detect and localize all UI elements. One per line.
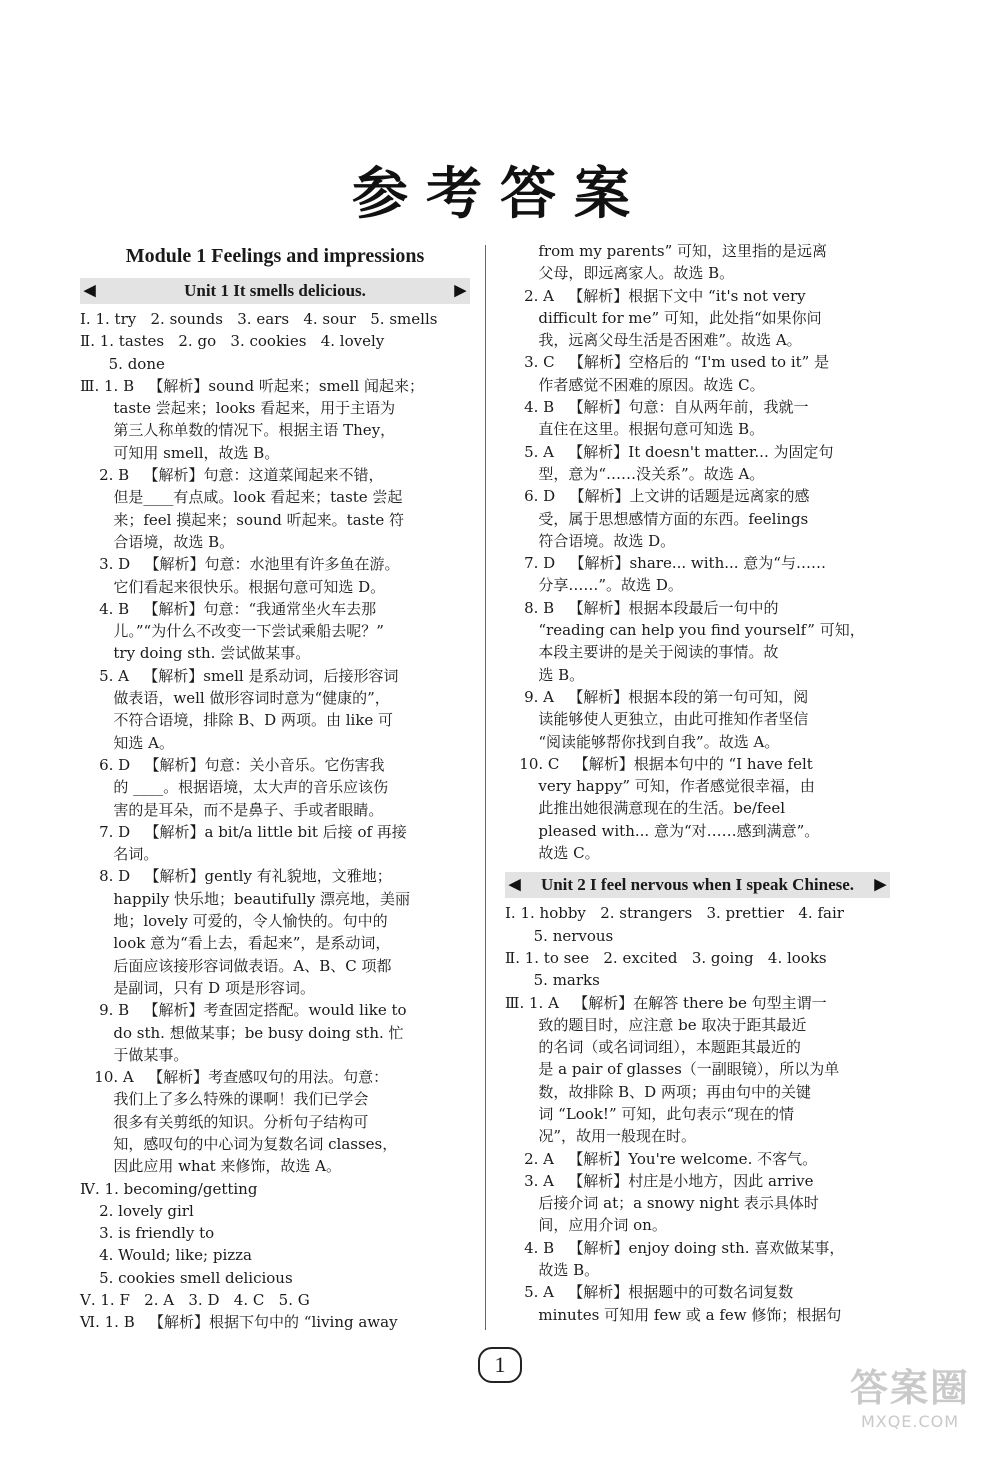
answer-line: 的名词（或名词词组），本题距其最近的: [505, 1038, 801, 1057]
answer-line: 选 B。: [505, 665, 585, 684]
answer-line: 儿。”“为什么不改变一下尝试乘船去呢？”: [80, 622, 384, 641]
answer-line: 3. A 【解析】村庄是小地方，因此 arrive: [505, 1171, 814, 1190]
answer-line: 6. D 【解析】句意：关小音乐。它伤害我: [80, 755, 385, 774]
answer-line: 可知用 smell，故选 B。: [80, 443, 280, 462]
answer-line: 致的题目时，应注意 be 取决于距其最近: [505, 1015, 807, 1034]
watermark-text: 答案圈: [849, 1366, 970, 1410]
answer-line: “reading can help you find yourself” 可知，: [505, 621, 865, 640]
answer-line: Ⅵ. 1. B 【解析】根据下句中的 “living away: [80, 1313, 398, 1332]
answer-line: 4. Would; like; pizza: [80, 1246, 252, 1265]
answer-line: 9. A 【解析】根据本段的第一句可知，阅: [505, 687, 809, 706]
answer-line: 2. B 【解析】句意：这道菜闻起来不错，: [80, 466, 384, 485]
answer-line: Ⅱ. 1. to see 2. excited 3. going 4. looks: [505, 948, 827, 967]
unit1-banner: [80, 278, 470, 304]
answer-line: 因此应用 what 来修饰，故选 A。: [80, 1157, 341, 1176]
answer-line: happily 快乐地；beautifully 漂亮地，美丽: [80, 889, 410, 908]
answer-line: 本段主要讲的是关于阅读的事情。故: [505, 643, 779, 662]
answer-line: 数，故排除 B、D 两项；再由句中的关键: [505, 1082, 811, 1101]
answer-line: 7. D 【解析】a bit/a little bit 后接 of 再接: [80, 822, 407, 841]
answer-line: try doing sth. 尝试做某事。: [80, 644, 311, 663]
answer-line: 5. cookies smell delicious: [80, 1268, 293, 1287]
answer-line: 故选 C。: [505, 844, 600, 863]
left-arrow-icon: ◀: [84, 282, 96, 299]
answer-line: 后接介词 at；a snowy night 表示具体时: [505, 1194, 819, 1213]
answer-line: 5. nervous: [505, 926, 614, 945]
answer-line: 9. B 【解析】考查固定搭配。would like to: [80, 1001, 407, 1020]
column-divider: [485, 245, 486, 1330]
answer-line: 8. D 【解析】gently 有礼貌地，文雅地；: [80, 867, 392, 886]
answer-line: 4. B 【解析】enjoy doing sth. 喜欢做某事，: [505, 1238, 845, 1257]
answer-line: 2. lovely girl: [80, 1201, 194, 1220]
answer-line: 我，远离父母生活是否困难”。故选 A。: [505, 331, 802, 350]
watermark-logo: [840, 1357, 980, 1447]
module-heading: Module 1 Feelings and impressions: [125, 245, 425, 267]
answer-line: 2. A 【解析】You're welcome. 不客气。: [505, 1149, 818, 1168]
answer-line: 3. D 【解析】句意：水池里有许多鱼在游。: [80, 555, 400, 574]
page-number: 1: [478, 1347, 522, 1383]
answer-line: 第三人称单数的情况下。根据主语 They，: [80, 421, 396, 440]
answer-line: Ⅱ. 1. tastes 2. go 3. cookies 4. lovely: [80, 332, 385, 351]
answer-line: 3. is friendly to: [80, 1224, 215, 1243]
answer-line: Ⅳ. 1. becoming/getting: [80, 1179, 258, 1198]
answer-line: 间，应用介词 on。: [505, 1216, 667, 1235]
answer-line: 很多有关剪纸的知识。分析句子结构可: [80, 1112, 369, 1131]
answer-line: 此推出她很满意现在的生活。be/feel: [505, 799, 786, 818]
answer-line: 读能够使人更独立，由此可推知作者坚信: [505, 710, 809, 729]
answer-line: 来；feel 摸起来；sound 听起来。taste 符: [80, 510, 405, 529]
answer-line: 7. D 【解析】share... with... 意为“与……: [505, 554, 826, 573]
answer-line: 知选 A。: [80, 733, 174, 752]
left-arrow-icon: ◀: [509, 877, 521, 894]
answer-line: 况”，故用一般现在时。: [505, 1127, 697, 1146]
answer-line: 5. done: [80, 354, 165, 373]
answer-line: “阅读能够帮你找到自我”。故选 A。: [505, 732, 780, 751]
answer-line: 父母，即远离家人。故选 B。: [505, 264, 735, 283]
answer-line: Ⅰ. 1. hobby 2. strangers 3. prettier 4. fair: [505, 904, 844, 923]
answer-line: look 意为“看上去，看起来”，是系动词，: [80, 934, 391, 953]
answer-line: minutes 可知用 few 或 a few 修饰；根据句: [505, 1305, 842, 1324]
answer-line: 是副词，只有 D 项是形容词。: [80, 978, 315, 997]
answer-line: 是 a pair of glasses（一副眼镜），所以为单: [505, 1060, 840, 1079]
unit1-title: Unit 1 It smells delicious.: [184, 280, 366, 300]
answer-line: Ⅴ. 1. F 2. A 3. D 4. C 5. G: [80, 1291, 310, 1310]
answer-line: 地；lovely 可爱的，令人愉快的。句中的: [80, 912, 388, 931]
answer-line: do sth. 想做某事；be busy doing sth. 忙: [80, 1023, 404, 1042]
unit1-answers-continued: [505, 240, 890, 864]
answer-line: Ⅲ. 1. B 【解析】sound 听起来；smell 闻起来；: [80, 376, 424, 395]
answer-line: 型，意为“……没关系”。故选 A。: [505, 464, 765, 483]
answer-line: 名词。: [80, 845, 159, 864]
answer-line: 5. marks: [505, 971, 600, 990]
answer-line: 5. A 【解析】根据题中的可数名词复数: [505, 1283, 794, 1302]
right-arrow-icon: ▶: [454, 282, 466, 299]
answer-line: Ⅰ. 1. try 2. sounds 3. ears 4. sour 5. smells: [80, 310, 438, 328]
answer-line: 害的是耳朵，而不是鼻子、手或者眼睛。: [80, 800, 384, 819]
answer-line: 不符合语境，排除 B、D 两项。由 like 可: [80, 711, 394, 730]
answer-line: pleased with... 意为“对……感到满意”。: [505, 821, 820, 840]
unit1-answers: [80, 308, 470, 1334]
unit2-answers: [505, 902, 890, 1326]
page-title: 参考答案: [352, 162, 648, 227]
answer-line: 于做某事。: [80, 1045, 189, 1064]
answer-line: 做表语，well 做形容词时意为“健康的”，: [80, 689, 390, 708]
answer-line: 作者感觉不困难的原因。故选 C。: [505, 375, 765, 394]
watermark-url: MXQE.COM: [860, 1412, 960, 1431]
answer-line: 它们看起来很快乐。根据句意可知选 D。: [80, 577, 386, 596]
answer-line: 4. B 【解析】句意：自从两年前，我就一: [505, 398, 809, 417]
answer-line: 4. B 【解析】句意：“我通常坐火车去那: [80, 599, 377, 618]
right-arrow-icon: ▶: [874, 877, 886, 894]
answer-line: from my parents” 可知，这里指的是远离: [505, 242, 828, 260]
answer-line: 的 ____。根据语境，太大声的音乐应该伤: [80, 778, 389, 797]
answer-line: 但是____有点咸。look 看起来；taste 尝起: [80, 488, 403, 507]
unit2-banner: [505, 872, 890, 898]
answer-line: 知，感叹句的中心词为复数名词 classes，: [80, 1134, 398, 1153]
left-column: [80, 240, 470, 1334]
answer-line: 我们上了多么特殊的课啊！我们已学会: [80, 1090, 369, 1109]
answer-line: 10. C 【解析】根据本句中的 “I have felt: [505, 754, 813, 773]
answer-line: taste 尝起来；looks 看起来，用于主语为: [80, 399, 396, 418]
answer-line: 故选 B。: [505, 1261, 600, 1280]
answer-line: 合语境，故选 B。: [80, 532, 235, 551]
answer-line: 直住在这里。根据句意可知选 B。: [505, 420, 765, 439]
answer-line: 2. A 【解析】根据下文中 “it's not very: [505, 286, 806, 305]
answer-line: 6. D 【解析】上文讲的话题是远离家的感: [505, 487, 810, 506]
answer-line: very happy” 可知，作者感觉很幸福，由: [505, 777, 815, 796]
answer-line: 5. A 【解析】It doesn't matter... 为固定句: [505, 442, 834, 461]
answer-line: 3. C 【解析】空格后的 “I'm used to it” 是: [505, 353, 830, 372]
answer-line: 受，属于思想感情方面的东西。feelings: [505, 509, 809, 528]
answer-line: 词 “Look!” 可知，此句表示“现在的情: [505, 1104, 795, 1123]
answer-line: 符合语境。故选 D。: [505, 531, 676, 550]
unit2-title: Unit 2 I feel nervous when I speak Chinese.: [540, 875, 855, 895]
answer-line: 5. A 【解析】smell 是系动词，后接形容词: [80, 666, 399, 685]
answer-line: 分享……”。故选 D。: [505, 576, 683, 595]
answer-line: Ⅲ. 1. A 【解析】在解答 there be 句型主谓一: [505, 993, 827, 1012]
answer-line: 10. A 【解析】考查感叹句的用法。句意：: [80, 1068, 389, 1087]
answer-line: 后面应该接形容词做表语。A、B、C 项都: [80, 956, 392, 975]
right-column: [505, 240, 890, 1326]
answer-line: difficult for me” 可知，此处指“如果你问: [505, 308, 822, 327]
answer-line: 8. B 【解析】根据本段最后一句中的: [505, 598, 779, 617]
